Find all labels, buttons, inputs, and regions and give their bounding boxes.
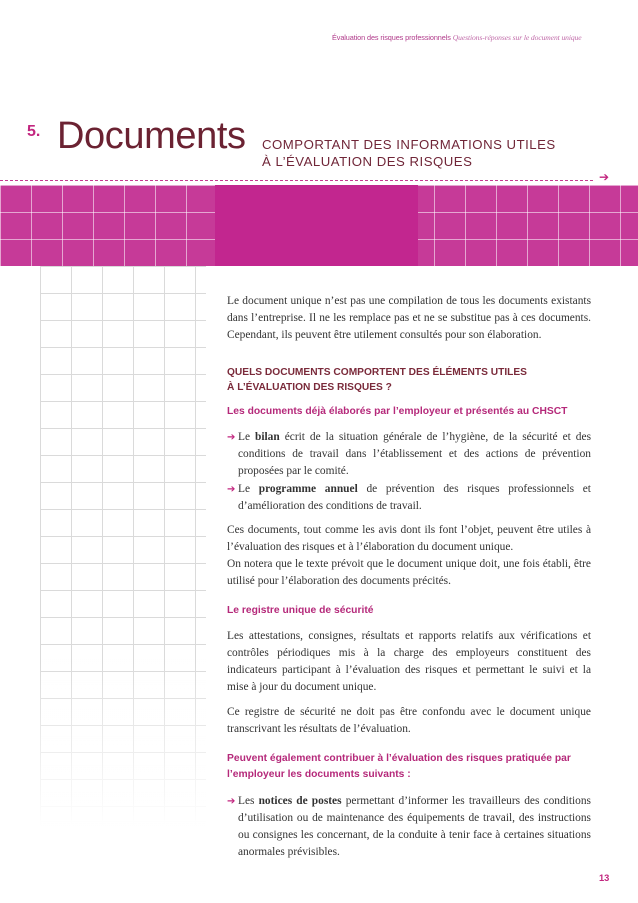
running-header-subtitle: Questions-réponses sur le document unique [452, 33, 582, 42]
page-number: 13 [599, 873, 610, 883]
dashed-rule [0, 180, 593, 181]
section-title: Documents [57, 115, 246, 157]
section-subtitle [262, 136, 556, 170]
list-item: ➔ Les notices de postes permettant d’informer les travailleurs des conditions d’utilisation ou de maintenance des équipements de travail, des instructions ou consignes les concernant, de la conduite à tenir face à certaines situations anormales prévisibles. [227, 794, 591, 858]
contrib-heading-line-1: Peuvent également contribuer à l’évaluation des risques pratiquée par [227, 752, 571, 764]
section-subtitle-line-2: À L’ÉVALUATION DES RISQUES [262, 154, 473, 169]
keyword: notices de postes [258, 794, 342, 807]
list-item: ➔ Le programme annuel de prévention des risques professionnels et d’amélioration des conditions de travail. [227, 482, 591, 512]
intro-paragraph: Le document unique n’est pas une compilation de tous les documents existants dans l’entreprise. Il ne les remplace pas et ne se substitue pas à ces documents. Cependant, ils peuvent être utilement consultés pour son élaboration. [227, 295, 591, 342]
question-heading [227, 365, 591, 395]
arrow-right-icon: ➔ [599, 170, 610, 184]
arrow-right-icon: ➔ [227, 795, 236, 807]
chsct-paragraph-1: Ces documents, tout comme les avis dont ils font l’objet, peuvent être utiles à l’évaluation des risques et à l’élaboration du document unique. [227, 523, 591, 553]
registre-heading: Le registre unique de sécurité [227, 605, 374, 617]
arrow-right-icon: ➔ [227, 432, 236, 444]
arrow-right-icon: ➔ [227, 483, 236, 495]
keyword: bilan [255, 431, 280, 444]
contrib-heading [227, 751, 591, 784]
running-header-title: Évaluation des risques professionnels [332, 33, 451, 42]
chsct-heading: Les documents déjà élaborés par l’employeur et présentés au CHSCT [227, 406, 568, 418]
main-content [227, 293, 591, 861]
question-heading-line-1: QUELS DOCUMENTS COMPORTENT DES ÉLÉMENTS UTILES [227, 367, 527, 379]
decorative-faint-grid [40, 266, 206, 826]
decorative-solid-block [215, 185, 418, 266]
contrib-heading-line-2: l’employeur les documents suivants : [227, 769, 411, 781]
chsct-paragraph-2: On notera que le texte prévoit que le document unique doit, une fois établi, être utilisé pour l’élaboration des documents précités. [227, 557, 591, 588]
list-item: ➔ Le bilan écrit de la situation générale de l’hygiène, de la sécurité et des conditions de travail dans l’établissement et des actions de prévention proposées par le comité. [227, 431, 591, 478]
keyword: programme annuel [258, 482, 358, 495]
registre-paragraph-1: Les attestations, consignes, résultats et rapports relatifs aux vérifications et contrôles périodiques mis à la charge des employeurs constituent des indicateurs participant à l’évaluation des risques et permettant le suivi et la mise à jour du document unique. [227, 630, 591, 694]
contrib-bullet-list [227, 793, 591, 861]
registre-paragraph-2: Ce registre de sécurité ne doit pas être confondu avec le document unique transcrivant les résultats de l’évaluation. [227, 705, 591, 735]
chsct-bullet-list [227, 429, 591, 514]
question-heading-line-2: À L’ÉVALUATION DES RISQUES ? [227, 382, 392, 394]
running-header [332, 33, 582, 42]
section-subtitle-line-1: COMPORTANT DES INFORMATIONS UTILES [262, 137, 556, 152]
section-number: 5. [27, 123, 41, 140]
